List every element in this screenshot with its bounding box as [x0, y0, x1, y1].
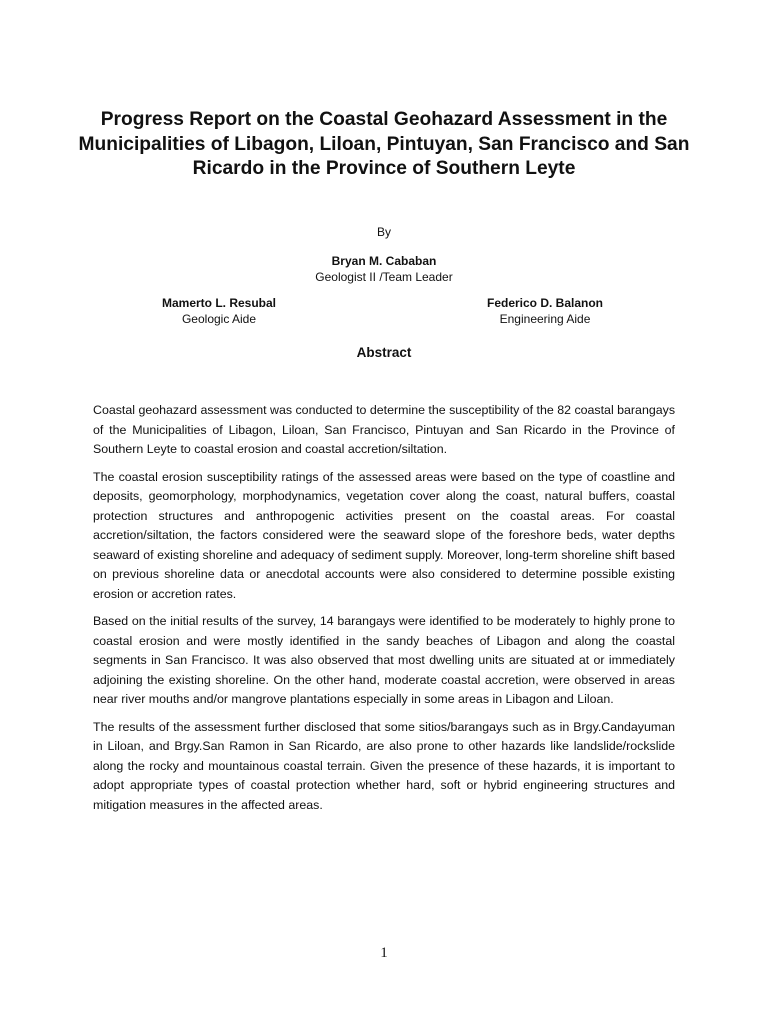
lead-author — [234, 254, 534, 285]
co-author-name: Mamerto L. Resubal — [161, 296, 277, 310]
co-author-right — [445, 296, 645, 327]
co-author-role: Geologic Aide — [181, 311, 257, 326]
co-author-left — [119, 296, 319, 327]
abstract-body — [93, 401, 675, 823]
abstract-heading: Abstract — [356, 345, 412, 360]
co-author-role: Engineering Aide — [499, 311, 591, 326]
lead-author-name: Bryan M. Cababan — [331, 254, 437, 268]
abstract-paragraph: The coastal erosion susceptibility ratings of the assessed areas were based on the type of coastline and deposits, geomorphology, morphodynamics, vegetation cover along the coast, natural buffers, coastal protection structures and anthropogenic activities present on the coastal areas. For coastal accretion/siltation, the factors considered were the seaward slope of the foreshore beds, water depths seaward of existing shoreline and adequacy of sediment supply. Moreover, long-term shoreline shift based on previous shoreline data or anecdotal accounts were also considered to determine possible existing erosion or accretion rates. — [93, 469, 675, 601]
abstract-paragraph: The results of the assessment further disclosed that some sitios/barangays such as in Brgy.Candayuman in Liloan, and Brgy.San Ramon in San Ricardo, are also prone to other hazards like landslide/rockslide along the rocky and mountainous coastal terrain. Given the presence of these hazards, it is important to adopt appropriate types of coastal protection whether hard, soft or hybrid engineering structures and mitigation measures in the affected areas. — [93, 719, 675, 812]
report-title: Progress Report on the Coastal Geohazard Assessment in the Municipalities of Libagon, Liloan, Pintuyan, San Francisco and San Ricardo in the Province of Southern Leyte — [78, 109, 690, 179]
by-line: By — [376, 225, 391, 239]
abstract-paragraph: Based on the initial results of the survey, 14 barangays were identified to be moderately to highly prone to coastal erosion and were mostly identified in the sandy beaches of Libagon and along the coastal segments in San Francisco. It was also observed that most dwelling units are situated at or immediately adjoining the existing shoreline. On the other hand, moderate coastal accretion, were observed in areas near river mouths and/or mangrove plantations especially in some areas in Libagon and Liloan. — [93, 614, 675, 706]
page-number: 1 — [380, 945, 388, 961]
abstract-paragraph: Coastal geohazard assessment was conducted to determine the susceptibility of the 82 coastal barangays of the Municipalities of Libagon, Liloan, San Francisco, Pintuyan and San Ricardo in the Province of Southern Leyte to coastal erosion and coastal accretion/siltation. — [93, 403, 676, 456]
co-author-name: Federico D. Balanon — [486, 296, 604, 310]
lead-author-role: Geologist II /Team Leader — [315, 269, 453, 284]
